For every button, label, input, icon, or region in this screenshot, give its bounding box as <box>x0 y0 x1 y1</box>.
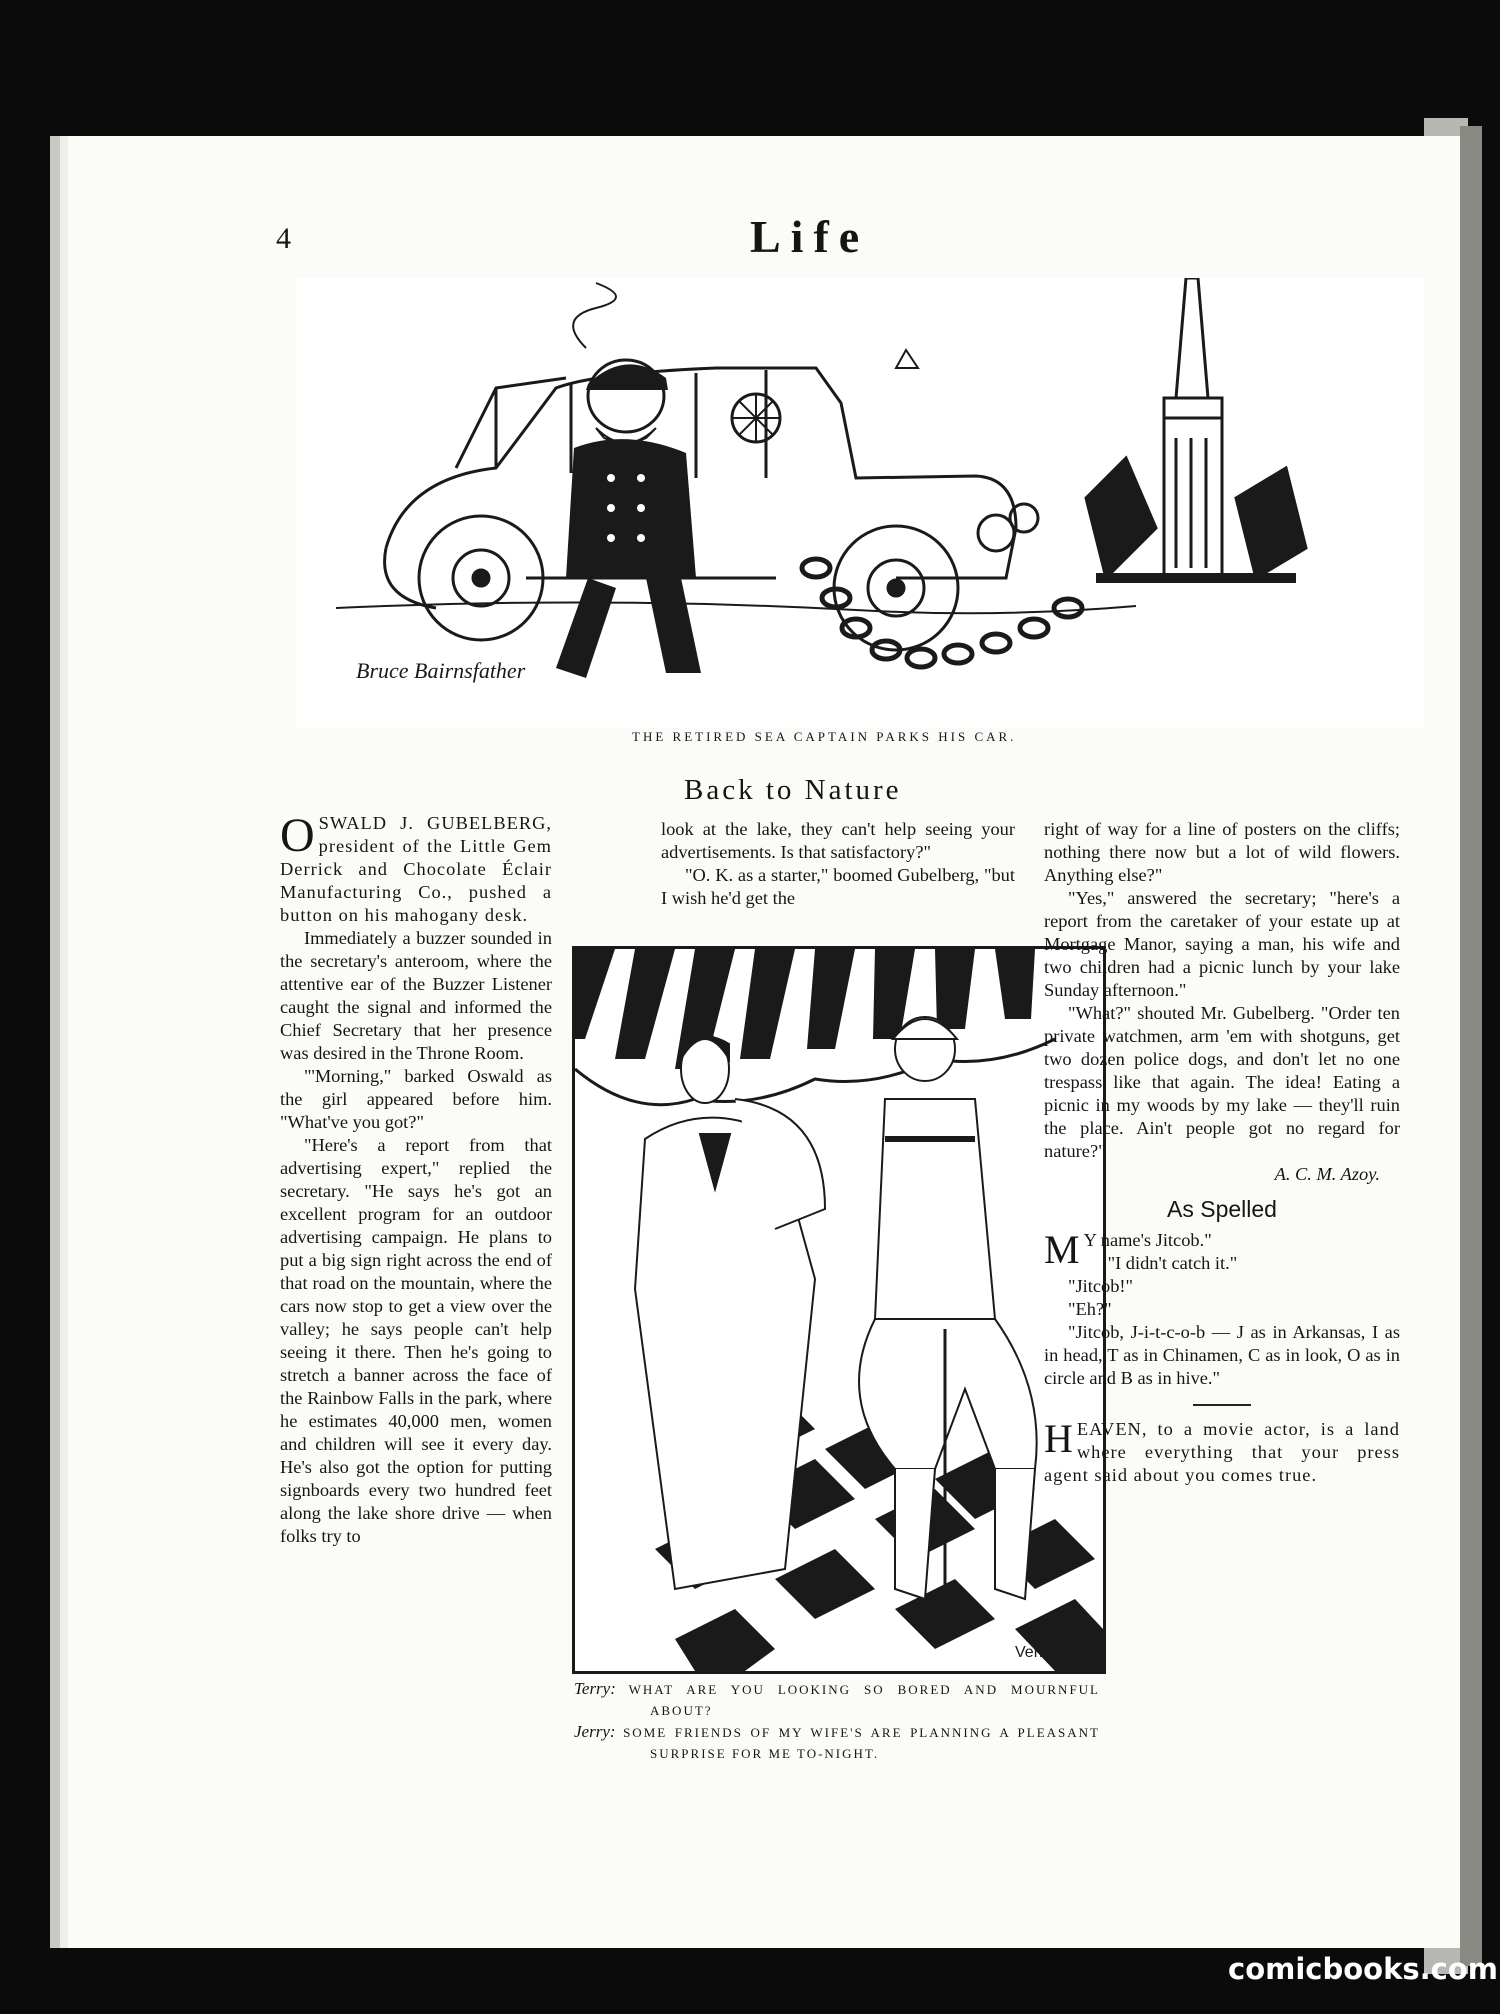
drop-cap: H <box>1044 1416 1073 1461</box>
sidebar-headline: As Spelled <box>1167 1196 1277 1222</box>
sidebar-line: "Jitcob!" <box>1068 1276 1134 1296</box>
section-divider <box>1193 1404 1251 1406</box>
article-paragraph: OSWALD J. GUBELBERG, president of the Little Gem Derrick and Chocolate Éclair Manufacturing Co., pushed a button on his mahogany desk. <box>280 809 552 925</box>
article-paragraph: "Yes," answered the secretary; "here's a report from the caretaker of your estate up at Mortgage Manor, saying a man, his wife and two children had a picnic lunch by your lake Sunday afternoon." <box>1044 888 1400 1000</box>
binding-edge <box>1460 126 1482 1966</box>
watermark: comicbooks.com <box>1228 1952 1498 1986</box>
article-paragraph: "Here's a report from that advertising expert," replied the secretary. "He says he's got an excellent program for an outdoor advertising campaign. He plans to put a big sign right across the end of that road on the mountain, where the cars now stop to get a view over the valley; he says people can't help seeing it there. Then he's going to stretch a banner across the face of the Rainbow Falls in the park, where he estimates 40,000 men, women and children will see it every day. He's also got the option for putting signboards every two hundred feet along the lake shore drive — when folks try to <box>280 1135 552 1546</box>
article-headline: Back to Nature <box>684 774 902 806</box>
golfers-illustration <box>572 946 1106 1674</box>
sidebar-line: "Eh?" <box>1068 1299 1112 1319</box>
article-paragraph: Immediately a buzzer sounded in the secretary's anteroom, where the attentive ear of the Buzzer Listener caught the signal and informed the Chief Secretary that her presence was desired in the Throne Room. <box>280 928 552 1063</box>
illustration-signature: Vernon <box>1015 1644 1066 1661</box>
article-paragraph: right of way for a line of posters on the cliffs; nothing there now but a lot of wild flowers. Anything else?" <box>1044 819 1400 885</box>
drop-cap: O <box>280 809 315 862</box>
illustration-dialogue <box>574 1678 1100 1764</box>
article-paragraph: "'Morning," barked Oswald as the girl appeared before him. "What've you got?" <box>280 1066 552 1132</box>
article-column-1 <box>280 809 552 1548</box>
quip-paragraph: HEAVEN, to a movie actor, is a land where everything that your press agent said about you comes true. <box>1044 1416 1400 1485</box>
dialogue-line <box>574 1721 1100 1764</box>
sidebar-line: "I didn't catch it." <box>1107 1253 1238 1273</box>
sea-captain-car-illustration <box>296 278 1424 728</box>
speaker-label: Terry: <box>574 1679 616 1698</box>
article-column-3 <box>1044 818 1400 1487</box>
article-paragraph: look at the lake, they can't help seeing your advertisements. Is that satisfactory?" <box>661 819 1015 862</box>
speaker-label: Jerry: <box>574 1722 616 1741</box>
page-number: 4 <box>276 222 291 255</box>
drop-cap: M <box>1044 1227 1080 1272</box>
sidebar-line: M Y name's Jitcob." <box>1044 1227 1212 1272</box>
author-byline: A. C. M. Azoy. <box>1274 1164 1380 1184</box>
illustration-signature: Bruce Bairnsfather <box>356 658 526 683</box>
dialogue-text: SOME FRIENDS OF MY WIFE'S ARE PLANNING A PLEASANT SURPRISE FOR ME TO-NIGHT. <box>623 1725 1100 1761</box>
masthead: Life <box>750 211 870 262</box>
dialogue-text: WHAT ARE YOU LOOKING SO BORED AND MOURNFUL ABOUT? <box>628 1682 1101 1718</box>
dialogue-line <box>574 1678 1100 1721</box>
sidebar-line: "Jitcob, J-i-t-c-o-b — J as in Arkansas, I as in head, T as in Chinamen, C as in look, O as in circle and B as in hive." <box>1044 1322 1400 1388</box>
article-column-2 <box>661 818 1015 910</box>
top-illustration-caption: THE RETIRED SEA CAPTAIN PARKS HIS CAR. <box>632 729 1017 744</box>
article-paragraph: "O. K. as a starter," boomed Gubelberg, "but I wish he'd get the <box>661 865 1015 908</box>
article-paragraph: "What?" shouted Mr. Gubelberg. "Order ten private watchmen, arm 'em with shotguns, get two dozen police dogs, and don't let no one trespass like that again. The idea! Eating a picnic in my woods by my lake — they'll ruin the place. Ain't people got no regard for nature?" <box>1044 1003 1400 1161</box>
